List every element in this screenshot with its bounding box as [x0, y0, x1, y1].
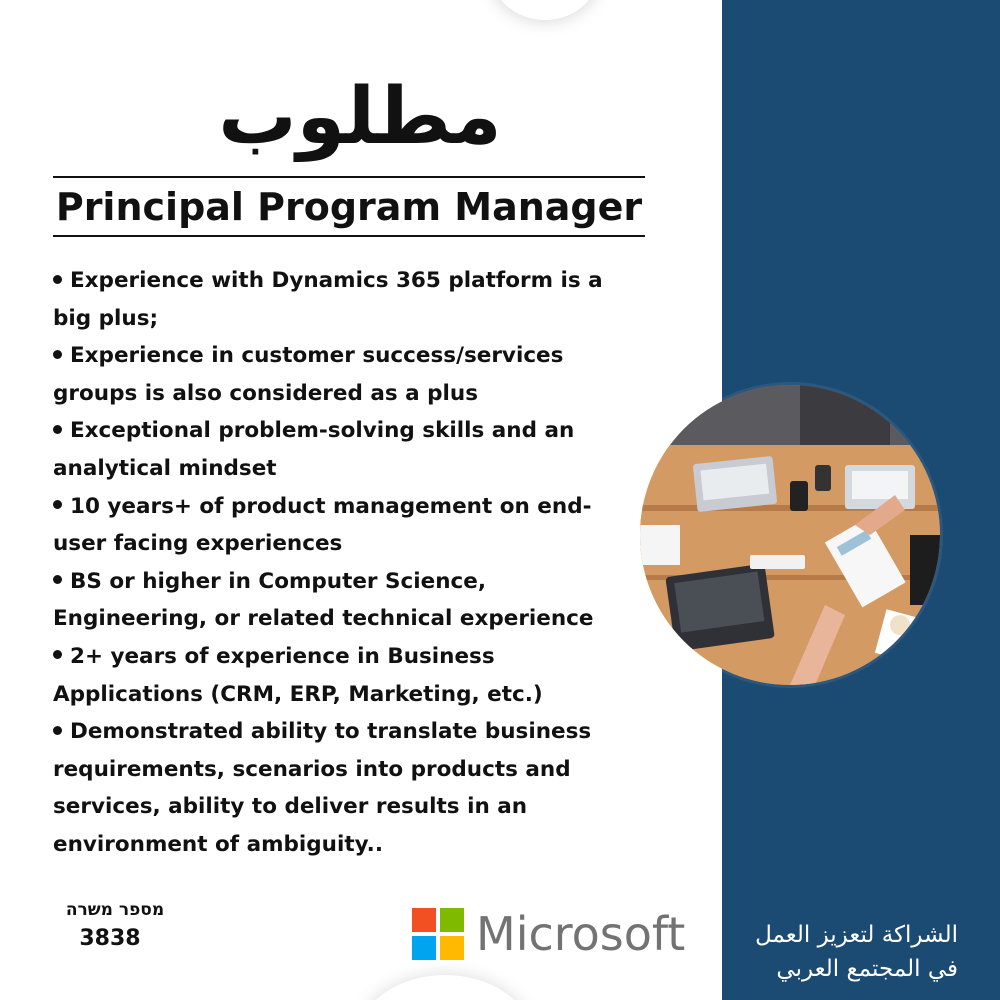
bullet-icon	[53, 726, 62, 735]
requirements-list	[53, 262, 643, 864]
requirement-item: BS or higher in Computer Science, Engineering, or related technical experience	[53, 568, 594, 632]
logo-square-green	[440, 908, 464, 932]
job-number-label: מספר משרה	[65, 900, 165, 920]
requirement-item: Demonstrated ability to translate business requirements, scenarios into products and services, ability to deliver results in an environment of ambiguity..	[53, 719, 592, 857]
meeting-illustration	[640, 385, 940, 685]
bullet-icon	[53, 350, 62, 359]
bullet-icon	[53, 650, 62, 659]
bullet-icon	[53, 575, 62, 584]
organization-name	[740, 918, 958, 986]
job-title: Principal Program Manager	[55, 185, 643, 229]
decorative-circle-bottom	[360, 975, 530, 1000]
requirement-item: Experience in customer success/services groups is also considered as a plus	[53, 343, 564, 406]
job-number: 3838	[79, 926, 141, 951]
bullet-icon	[53, 425, 62, 434]
requirement-item: 10 years+ of product management on end-user facing experiences	[53, 493, 592, 557]
bullet-icon	[53, 500, 62, 509]
organization-line-1: الشراكة لتعزيز العمل	[755, 922, 958, 948]
logo-square-blue	[412, 936, 436, 960]
decorative-circle-top	[490, 0, 600, 20]
heading-wanted: مطلوب	[218, 72, 502, 162]
organization-line-2: في المجتمع العربي	[776, 956, 958, 982]
office-meeting-photo	[640, 385, 940, 685]
company-name: Microsoft	[476, 907, 686, 961]
requirement-item: Exceptional problem-solving skills and an analytical mindset	[53, 418, 575, 481]
microsoft-logo-icon	[412, 908, 464, 960]
bullet-icon	[53, 275, 62, 284]
requirement-item: 2+ years of experience in Business Applications (CRM, ERP, Marketing, etc.)	[53, 643, 543, 707]
title-rule-top	[53, 176, 645, 178]
title-rule-bottom	[53, 235, 645, 237]
logo-square-red	[412, 908, 436, 932]
requirement-item: Experience with Dynamics 365 platform is a big plus;	[53, 268, 603, 331]
logo-square-yellow	[440, 936, 464, 960]
